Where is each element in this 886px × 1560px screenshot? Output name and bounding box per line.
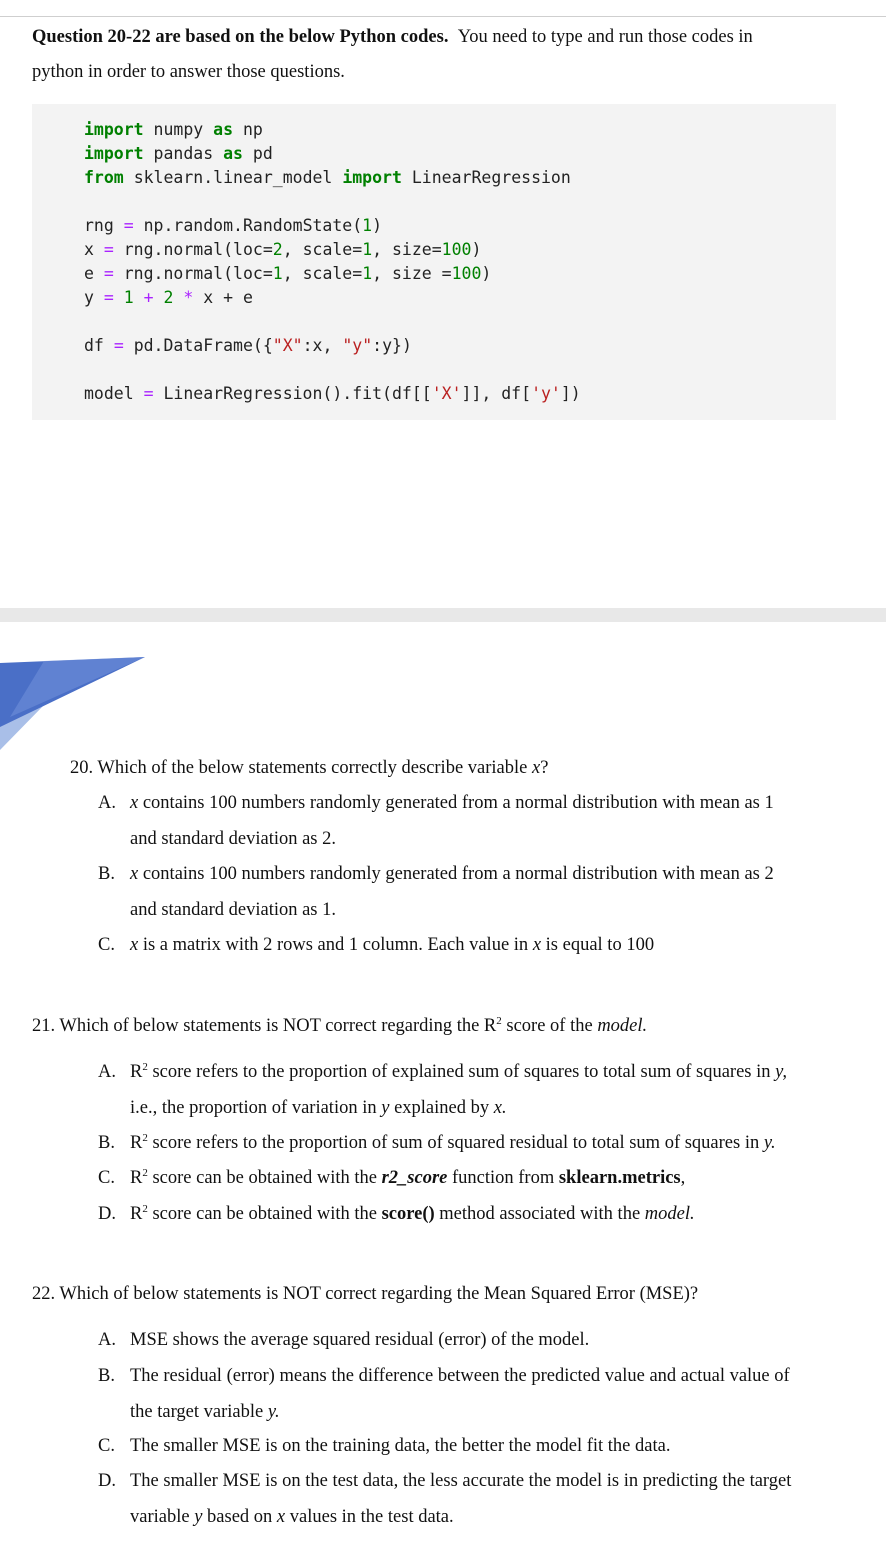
q20-option-c: C. x is a matrix with 2 rows and 1 column. Each value in x is equal to 100 [98, 935, 655, 955]
q21-option-c: C. $R^2$ score can be obtained with the r2_score function from sklearn.metrics, [98, 1166, 686, 1188]
q22-option-a: A. MSE shows the average squared residual (error) of the model. [98, 1330, 590, 1350]
intro-text-1: You need to type and run those codes in [457, 27, 753, 47]
q21-option-b: B. $R^2$ score refers to the proportion of sum of squared residual to total sum of squares in y. [98, 1131, 776, 1153]
q22-option-b: B. The residual (error) means the difference between the predicted value and actual value of the target variable y. [98, 1366, 790, 1422]
q22-option-d: D. The smaller MSE is on the test data, the less accurate the model is in predicting the target variable y based on x values in the test data. [98, 1471, 792, 1527]
intro-bold: Question 20-22 are based on the below Python codes. [32, 27, 449, 47]
q21-option-d: D. $R^2$ score can be obtained with the score() method associated with the model. [98, 1202, 695, 1224]
q22-option-c: C. The smaller MSE is on the training data, the better the model fit the data. [98, 1436, 671, 1456]
code-text: import numpy as np import pandas as pd from sklearn.linear_model import LinearRegression rng = np.random.RandomState(1) x = rng.normal(loc=2, scale=1, size=100) e = rng.normal(loc=1, scale=1, size =100) y = 1 + 2 * x + e df = pd.DataFrame({"X":x, "y":y}) model = LinearRegression().fit(df[['X']], df['y']) [84, 120, 581, 403]
q20-stem: 20. Which of the below statements correctly describe variable x? [70, 758, 549, 778]
q20-option-b: B. x contains 100 numbers randomly generated from a normal distribution with mean as 2 and standard deviation as 1. [98, 864, 774, 920]
page-break-band [0, 608, 886, 622]
code-block [32, 104, 836, 420]
corner-decoration [0, 655, 150, 750]
intro-text-2: python in order to answer those questions. [32, 62, 345, 82]
q20-option-a: A. x contains 100 numbers randomly generated from a normal distribution with mean as 1 and standard deviation as 2. [98, 793, 774, 849]
q22-stem: 22. Which of below statements is NOT correct regarding the Mean Squared Error (MSE)? [32, 1284, 699, 1304]
top-divider [0, 16, 886, 17]
q21-stem: 21. Which of below statements is NOT correct regarding the $R^2$ score of the model. [32, 1014, 648, 1036]
intro-paragraph [32, 20, 852, 90]
q21-option-a: A. $R^2$ score refers to the proportion of explained sum of squares to total sum of squares in y, i.e., the proportion of variation in y explained by x. [98, 1060, 787, 1118]
